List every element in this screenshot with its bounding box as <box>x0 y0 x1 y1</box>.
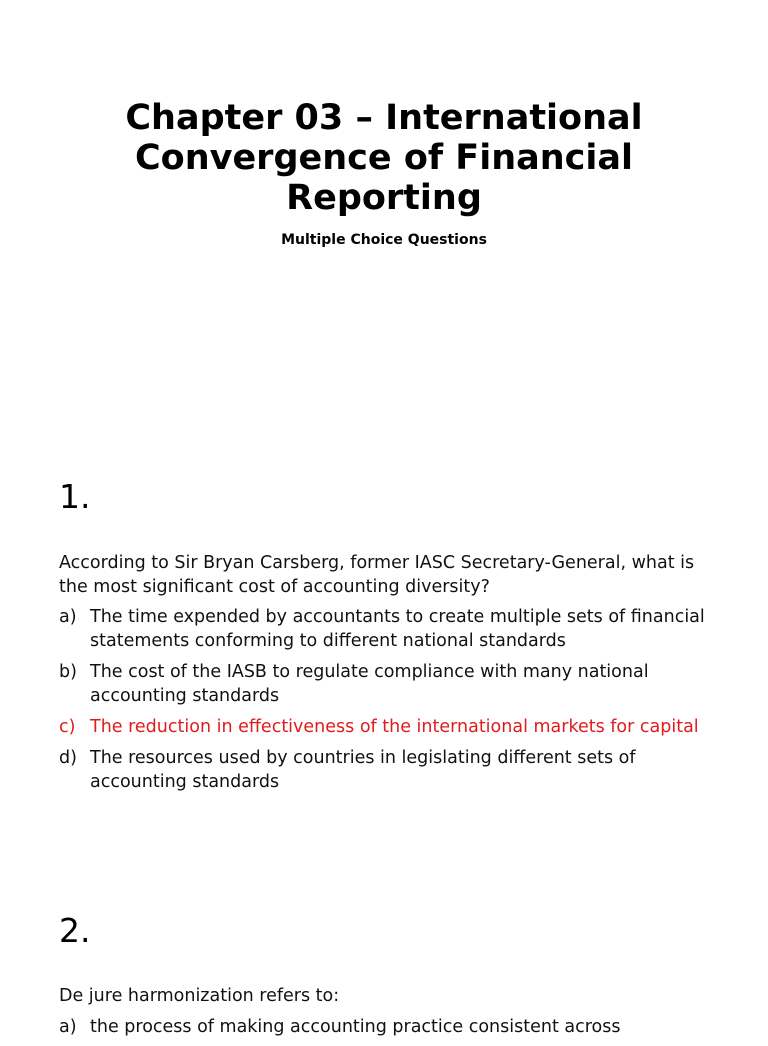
answer-option-1c-correct <box>59 715 719 739</box>
option-text: the process of making accounting practice consistent across <box>90 1017 621 1037</box>
option-text: The resources used by countries in legislating different sets of accounting standards <box>90 748 636 792</box>
question-stem-1: According to Sir Bryan Carsberg, former IASC Secretary-General, what is the most significant cost of accounting diversity? <box>59 553 695 597</box>
option-text: The time expended by accountants to create multiple sets of financial statements conforming to different national standards <box>90 607 705 651</box>
answer-options-2 <box>59 1015 719 1046</box>
section-subtitle: Multiple Choice Questions <box>281 232 487 248</box>
option-letter: a) <box>59 1017 77 1037</box>
option-letter: a) <box>59 607 77 627</box>
option-text: The reduction in effectiveness of the international markets for capital <box>90 717 699 737</box>
answer-option-1a <box>59 605 719 653</box>
answer-option-1b <box>59 660 719 708</box>
question-stem-2: De jure harmonization refers to: <box>59 986 340 1006</box>
question-number-2: 2. <box>59 911 91 950</box>
answer-option-2a <box>59 1015 719 1039</box>
chapter-title: Chapter 03 – International Convergence of Financial Reporting <box>125 98 643 218</box>
answer-options-1 <box>59 605 719 801</box>
option-text: The cost of the IASB to regulate compliance with many national accounting standards <box>90 662 649 706</box>
option-letter: d) <box>59 748 77 768</box>
question-number-1: 1. <box>59 477 91 516</box>
answer-option-1d <box>59 746 719 794</box>
option-letter: b) <box>59 662 77 682</box>
option-letter: c) <box>59 717 76 737</box>
